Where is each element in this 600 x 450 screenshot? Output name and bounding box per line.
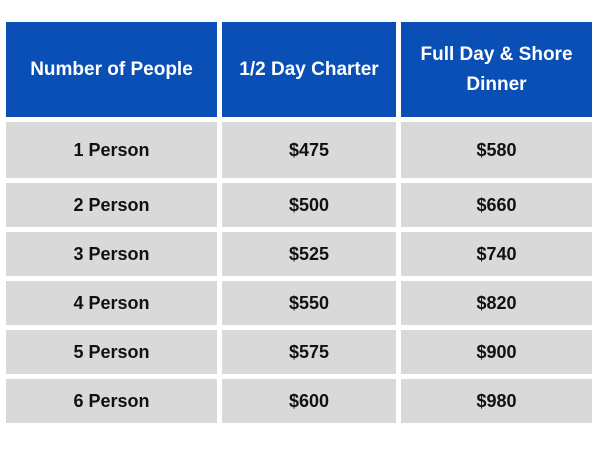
table-row <box>6 330 592 374</box>
people-count-cell: 1 Person <box>6 122 217 178</box>
people-count-cell: 5 Person <box>6 330 217 374</box>
half-day-price-cell: $475 <box>222 122 396 178</box>
half-day-price-cell: $550 <box>222 281 396 325</box>
half-day-price-cell: $525 <box>222 232 396 276</box>
table-row <box>6 232 592 276</box>
full-day-price-cell: $900 <box>401 330 592 374</box>
table-row <box>6 281 592 325</box>
full-day-price-cell: $820 <box>401 281 592 325</box>
people-count-cell: 4 Person <box>6 281 217 325</box>
half-day-price-cell: $600 <box>222 379 396 423</box>
people-count-cell: 2 Person <box>6 183 217 227</box>
half-day-price-cell: $575 <box>222 330 396 374</box>
table-row <box>6 183 592 227</box>
header-number-of-people: Number of People <box>6 22 217 117</box>
people-count-cell: 3 Person <box>6 232 217 276</box>
full-day-price-cell: $740 <box>401 232 592 276</box>
full-day-price-cell: $660 <box>401 183 592 227</box>
table-row <box>6 379 592 423</box>
half-day-price-cell: $500 <box>222 183 396 227</box>
full-day-price-cell: $580 <box>401 122 592 178</box>
table-header-row <box>6 22 592 117</box>
full-day-price-cell: $980 <box>401 379 592 423</box>
table-row <box>6 122 592 178</box>
charter-pricing-table <box>6 22 592 428</box>
header-full-day-shore-dinner: Full Day & Shore Dinner <box>401 22 592 117</box>
header-half-day-charter: 1/2 Day Charter <box>222 22 396 117</box>
people-count-cell: 6 Person <box>6 379 217 423</box>
